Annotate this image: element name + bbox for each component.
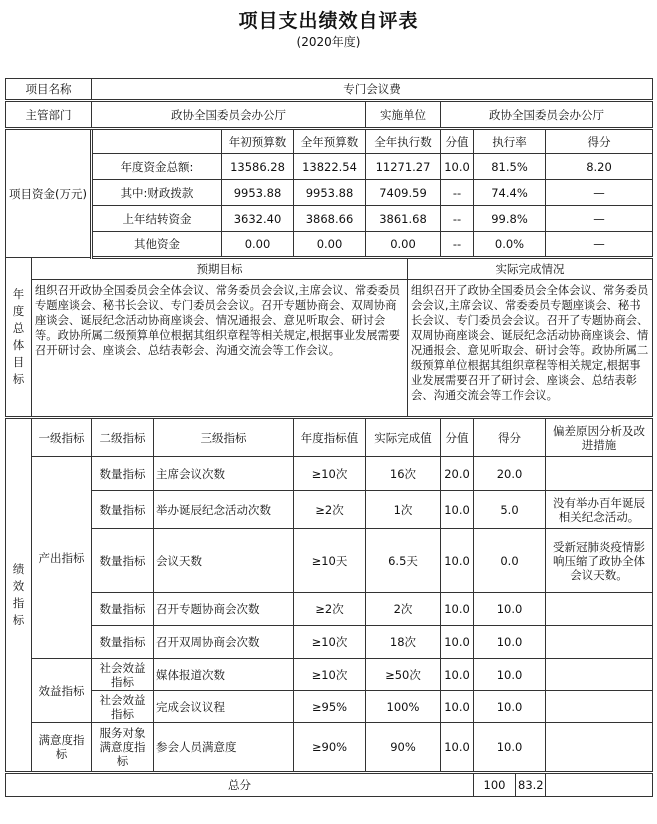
indicator-row [6,659,653,691]
indicator-level3: 会议天数 [154,529,294,593]
indicator-remark [546,659,653,691]
project-name-label: 项目名称 [6,79,92,101]
indicator-actual: 16次 [366,457,441,491]
indicator-actual: 1次 [366,491,441,529]
indicator-weight: 20.0 [441,457,474,491]
indicator-remark [546,593,653,626]
goals-expected-text: 组织召开政协全国委员会全体会议、常务委员会会议,主席会议、常委委员专题座谈会、秘书长会议、专门委员会会议。召开专题协商会、双周协商座谈会、诞辰纪念活动协商座谈会、情况通报会、意见听取会、研讨会等。政协所属二级预算单位根据其组织章程等相关规定,根据事业发展需要召开研讨会、座谈会、总结表彰会、沟通交流会等工作会议。 [32,280,408,418]
indicator-weight: 10.0 [441,659,474,691]
total-weight: 100 [474,773,516,797]
indicator-level2: 数量指标 [92,529,154,593]
indicator-score: 5.0 [474,491,546,529]
funds-row-label: 其中:财政拨款 [92,180,222,206]
indicator-weight: 10.0 [441,593,474,626]
indicator-target: ≥10次 [294,659,366,691]
indicator-remark [546,457,653,491]
indicator-level3: 参会人员满意度 [154,723,294,773]
funds-row [6,232,653,258]
funds-executed: 7409.59 [366,180,441,206]
impl-value: 政协全国委员会办公厅 [441,101,653,129]
funds-section-label: 项目资金(万元) [6,129,92,258]
project-name-row [6,79,653,101]
indicators-header-row [6,418,653,457]
funds-annual: 9953.88 [294,180,366,206]
funds-col-annual: 全年预算数 [294,129,366,154]
indicator-score: 0.0 [474,529,546,593]
goals-header-row [6,258,653,280]
indicator-level3: 媒体报道次数 [154,659,294,691]
indicator-level3: 召开专题协商会次数 [154,593,294,626]
goals-expected-header: 预期目标 [32,258,408,280]
indicator-weight: 10.0 [441,723,474,773]
indicator-score: 10.0 [474,593,546,626]
impl-label: 实施单位 [366,101,441,129]
indicator-score: 10.0 [474,626,546,659]
funds-score: — [546,232,653,258]
indicator-row [6,529,653,593]
total-remark [546,773,653,797]
indicator-remark [546,626,653,659]
indicator-remark [546,723,653,773]
goals-section-label: 年度总体目标 [6,258,32,418]
indicator-actual: 6.5天 [366,529,441,593]
funds-rate: 74.4% [474,180,546,206]
page-title: 项目支出绩效自评表 [238,10,419,32]
funds-annual: 0.00 [294,232,366,258]
indicator-level2: 服务对象满意度指标 [92,723,154,773]
indicator-weight: 10.0 [441,529,474,593]
page-subtitle: (2020年度) [296,35,361,49]
indicator-score: 20.0 [474,457,546,491]
indicator-target: ≥95% [294,691,366,723]
indicator-level2: 数量指标 [92,457,154,491]
col-weight: 分值 [441,418,474,457]
col-target: 年度指标值 [294,418,366,457]
funds-weight: -- [441,180,474,206]
dept-label: 主管部门 [6,101,92,129]
funds-col-executed: 全年执行数 [366,129,441,154]
funds-row [6,206,653,232]
indicator-weight: 10.0 [441,491,474,529]
indicators-section-label: 绩效指标 [6,418,32,773]
funds-row-label: 年度资金总额: [92,154,222,180]
indicator-score: 10.0 [474,723,546,773]
funds-row-label: 其他资金 [92,232,222,258]
evaluation-table [5,78,653,797]
total-score: 83.2 [516,773,546,797]
funds-header-blank [92,129,222,154]
indicator-row [6,491,653,529]
indicator-target: ≥90% [294,723,366,773]
project-name-value: 专门会议费 [92,79,653,101]
funds-weight: -- [441,206,474,232]
indicator-level3: 主席会议次数 [154,457,294,491]
indicator-target: ≥10次 [294,626,366,659]
department-row [6,101,653,129]
funds-initial: 3632.40 [222,206,294,232]
funds-col-weight: 分值 [441,129,474,154]
indicator-remark: 没有举办百年诞辰相关纪念活动。 [546,491,653,529]
indicator-weight: 10.0 [441,691,474,723]
indicator-actual: ≥50次 [366,659,441,691]
funds-row [6,154,653,180]
funds-header-row [6,129,653,154]
indicator-target: ≥2次 [294,491,366,529]
funds-weight: 10.0 [441,154,474,180]
funds-col-initial: 年初预算数 [222,129,294,154]
level1-output: 产出指标 [32,457,92,659]
col-score: 得分 [474,418,546,457]
funds-initial: 13586.28 [222,154,294,180]
indicator-score: 10.0 [474,659,546,691]
indicator-level2: 数量指标 [92,626,154,659]
indicator-level2: 数量指标 [92,491,154,529]
indicator-target: ≥2次 [294,593,366,626]
funds-score: — [546,206,653,232]
funds-col-rate: 执行率 [474,129,546,154]
funds-score: — [546,180,653,206]
indicator-remark [546,691,653,723]
funds-rate: 0.0% [474,232,546,258]
funds-executed: 0.00 [366,232,441,258]
funds-score: 8.20 [546,154,653,180]
col-level3: 三级指标 [154,418,294,457]
level1-benefit: 效益指标 [32,659,92,723]
funds-initial: 9953.88 [222,180,294,206]
col-remark: 偏差原因分析及改进措施 [546,418,653,457]
funds-rate: 81.5% [474,154,546,180]
indicator-row [6,457,653,491]
indicator-row [6,626,653,659]
indicator-target: ≥10天 [294,529,366,593]
indicator-weight: 10.0 [441,626,474,659]
indicator-level2: 社会效益指标 [92,691,154,723]
goals-actual-text: 组织召开了政协全国委员会全体会议、常务委员会会议,主席会议、常委委员专题座谈会、秘书长会议、专门委员会会议。召开了专题协商会、双周协商座谈会、诞辰纪念活动协商座谈会、情况通报会、意见听取会、研讨会等。政协所属二级预算单位根据其组织章程等相关规定,根据事业发展需要召开了研讨会、座谈会、总结表彰会、沟通交流会等工作会议。 [408,280,653,418]
indicator-remark: 受新冠肺炎疫情影响压缩了政协全体会议天数。 [546,529,653,593]
indicator-level3: 举办诞辰纪念活动次数 [154,491,294,529]
funds-executed: 11271.27 [366,154,441,180]
indicator-level3: 完成会议议程 [154,691,294,723]
total-label: 总分 [6,773,474,797]
indicator-row [6,593,653,626]
indicator-score: 10.0 [474,691,546,723]
indicator-actual: 2次 [366,593,441,626]
indicator-actual: 90% [366,723,441,773]
col-actual: 实际完成值 [366,418,441,457]
funds-executed: 3861.68 [366,206,441,232]
indicator-row [6,723,653,773]
indicator-actual: 18次 [366,626,441,659]
funds-annual: 3868.66 [294,206,366,232]
total-row [6,773,653,797]
indicator-level3: 召开双周协商会次数 [154,626,294,659]
funds-initial: 0.00 [222,232,294,258]
indicator-level2: 数量指标 [92,593,154,626]
indicator-row [6,691,653,723]
indicator-level2: 社会效益指标 [92,659,154,691]
funds-row-label: 上年结转资金 [92,206,222,232]
goals-actual-header: 实际完成情况 [408,258,653,280]
goals-text-row [6,280,653,418]
funds-row [6,180,653,206]
dept-value: 政协全国委员会办公厅 [92,101,366,129]
indicator-actual: 100% [366,691,441,723]
funds-col-score: 得分 [546,129,653,154]
col-level1: 一级指标 [32,418,92,457]
funds-annual: 13822.54 [294,154,366,180]
funds-rate: 99.8% [474,206,546,232]
level1-satisfaction: 满意度指标 [32,723,92,773]
indicator-target: ≥10次 [294,457,366,491]
col-level2: 二级指标 [92,418,154,457]
funds-weight: -- [441,232,474,258]
